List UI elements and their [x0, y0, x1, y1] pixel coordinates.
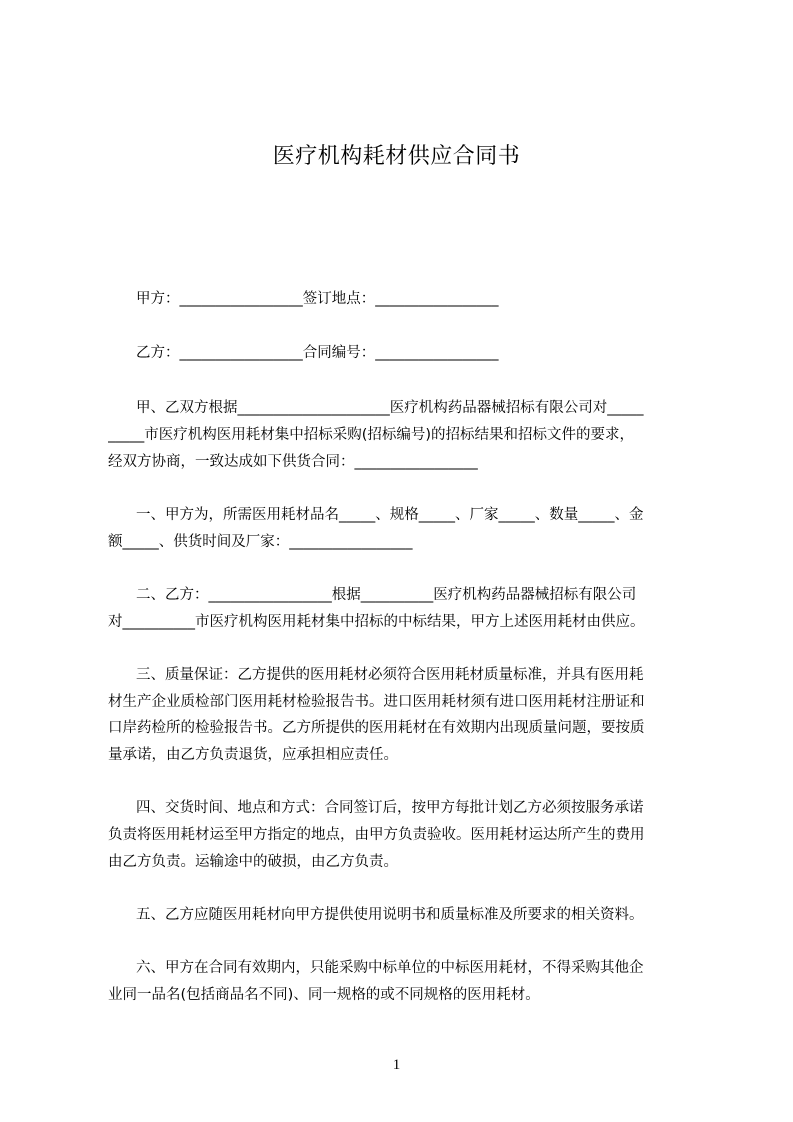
paragraph-line: 材生产企业质检部门医用耗材检验报告书。进口医用耗材须有进口医用耗材注册证和 — [108, 694, 645, 710]
paragraph-line: 由乙方负责。运输途中的破损，由乙方负责。 — [108, 854, 398, 870]
paragraph-line: 二、乙方：_________________根据__________医疗机构药品器械招标有限公司 — [136, 587, 637, 603]
paragraph-line: 负责将医用耗材运至甲方指定的地点，由甲方负责验收。医用耗材运达所产生的费用 — [108, 827, 645, 843]
party-a-line: 甲方：_________________签订地点：_________________ — [136, 291, 499, 307]
paragraph-line: 六、甲方在合同有效期内，只能采购中标单位的中标医用耗材，不得采购其他企 — [136, 960, 644, 976]
party-b-line: 乙方：_________________合同编号：_________________ — [136, 345, 499, 361]
paragraph-line: 量承诺，由乙方负责退货，应承担相应责任。 — [108, 747, 398, 763]
paragraph-line: 业同一品名(包括商品名不同)、同一规格的或不同规格的医用耗材。 — [108, 987, 540, 1003]
paragraph-line: 额_____、供货时间及厂家：_________________ — [108, 534, 413, 550]
paragraph-line: _____市医疗机构医用耗材集中招标采购(招标编号)的招标结果和招标文件的要求， — [108, 427, 635, 443]
paragraph-line: 四、交货时间、地点和方式：合同签订后，按甲方每批计划乙方必须按服务承诺 — [136, 800, 644, 816]
document-title: 医疗机构耗材供应合同书 — [272, 144, 521, 169]
paragraph-line: 口岸药检所的检验报告书。乙方所提供的医用耗材在有效期内出现质量问题，要按质 — [108, 720, 645, 736]
page-number: 1 — [392, 1057, 401, 1073]
paragraph-line: 五、乙方应随医用耗材向甲方提供使用说明书和质量标准及所要求的相关资料。 — [136, 907, 644, 923]
paragraph-line: 一、甲方为，所需医用耗材品名_____、规格_____、厂家_____、数量_____、金 — [136, 507, 644, 523]
paragraph-line: 甲、乙双方根据_____________________医疗机构药品器械招标有限公司对_____ — [136, 400, 644, 416]
paragraph-line: 对__________市医疗机构医用耗材集中招标的中标结果，甲方上述医用耗材由供应。 — [108, 614, 645, 630]
paragraph-line: 三、质量保证：乙方提供的医用耗材必须符合医用耗材质量标准，并具有医用耗 — [136, 667, 644, 683]
paragraph-line: 经双方协商，一致达成如下供货合同：_________________ — [108, 454, 478, 470]
